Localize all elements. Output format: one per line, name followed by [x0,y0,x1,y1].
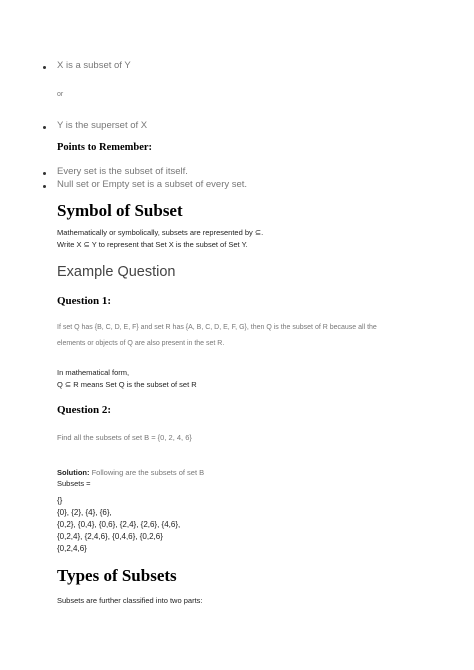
q1-line: elements or objects of Q are also present in the set R. [57,340,225,347]
subset-line: {0,2,4,6} [57,544,87,553]
point-item: Every set is the subset of itself. [57,166,188,177]
bullet-item: Y is the superset of X [57,120,148,131]
math-form-line: In mathematical form, [57,368,130,377]
q2-text: Find all the subsets of set B = {0, 2, 4, 6} [57,433,192,442]
subset-line: {} [57,496,63,505]
bullet-item: X is a subset of Y [57,60,131,71]
subset-line: {0,2}, {0,4}, {0,6}, {2,4}, {2,6}, {4,6}, [57,520,181,529]
or-text: or [57,91,64,98]
solution-text: Following are the subsets of set B [89,468,205,477]
bullet-dot [43,126,46,129]
bullet-dot [43,66,46,69]
q1-heading: Question 1: [57,295,112,307]
subsets-label: Subsets = [57,479,91,488]
subset-line: {0,2,4}, {2,4,6}, {0,4,6}, {0,2,6} [57,532,163,541]
points-heading: Points to Remember: [57,142,153,153]
symbol-line: Write X ⊆ Y to represent that Set X is the subset of Set Y. [57,240,248,249]
symbol-line: Mathematically or symbolically, subsets are represented by ⊆. [57,228,264,237]
q1-line: If set Q has {B, C, D, E, F} and set R has {A, B, C, D, E, F, G}, then Q is the subset of R because all the [57,324,377,331]
types-heading: Types of Subsets [57,566,177,585]
types-text: Subsets are further classified into two parts: [57,596,203,605]
solution-label: Solution: [57,468,90,477]
subset-line: {0}, {2}, {4}, {6}, [57,508,112,517]
q2-heading: Question 2: [57,404,112,416]
solution-line [57,468,204,477]
math-form-line: Q ⊆ R means Set Q is the subset of set R [57,380,197,389]
bullet-dot [43,185,46,188]
example-heading: Example Question [57,264,176,280]
bullet-dot [43,172,46,175]
point-item: Null set or Empty set is a subset of every set. [57,179,248,190]
symbol-heading: Symbol of Subset [57,201,183,220]
